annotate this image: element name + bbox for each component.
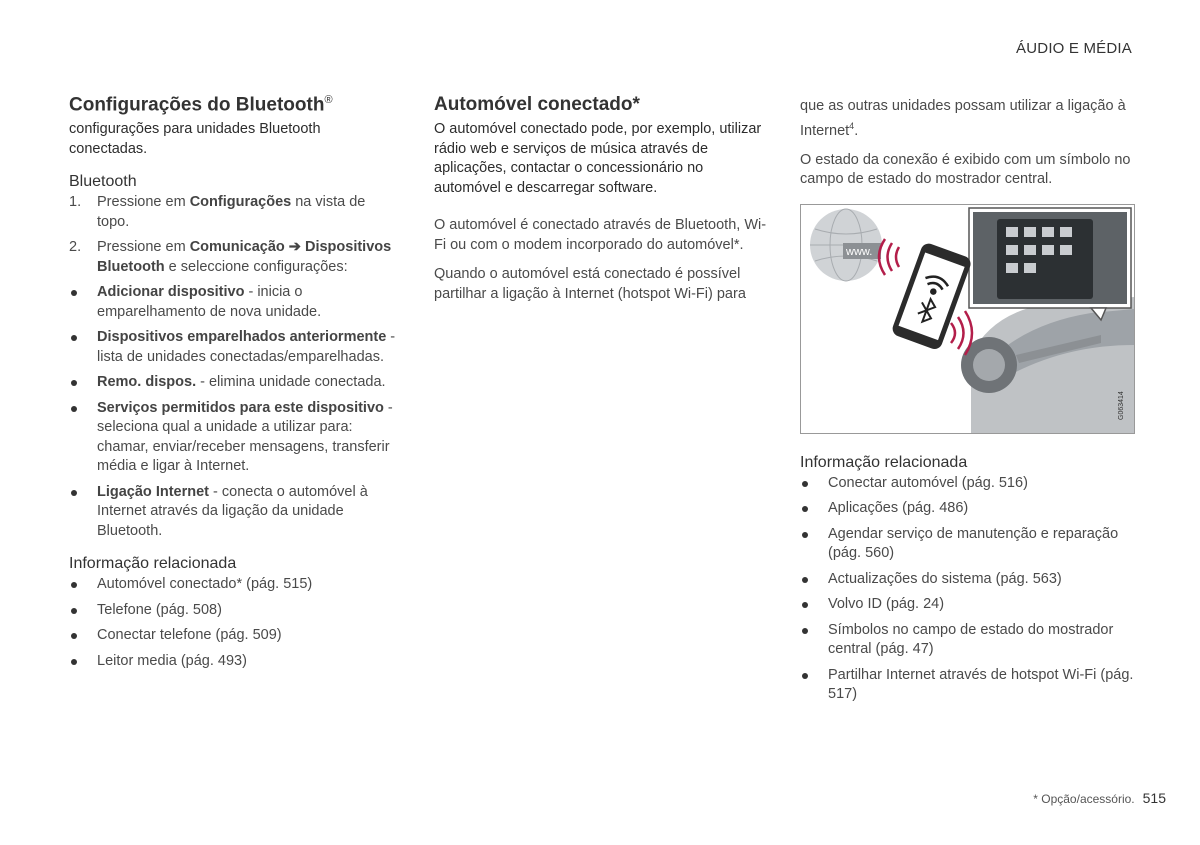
center-display-icon — [969, 208, 1131, 320]
related-link[interactable]: Volvo ID (pág. 24) — [800, 595, 1135, 615]
page-footer — [1033, 790, 1166, 806]
related-link[interactable]: Conectar telefone (pág. 509) — [69, 626, 399, 646]
paragraph: O automóvel conectado pode, por exemplo, utilizar rádio web e serviços de música através de aplicações, contactar o concessionário no automóvel e descarregar software. — [434, 121, 762, 196]
paragraph: que as outras unidades possam utilizar a ligação à Internet$^4$. — [800, 98, 1126, 139]
paragraph: O automóvel é conectado através de Bluetooth, Wi-Fi ou com o modem incorporado do automóvel*. — [434, 217, 767, 253]
paragraph: O estado da conexão é exibido com um símbolo no campo de estado do mostrador central. — [800, 151, 1131, 188]
options-list — [69, 283, 399, 541]
option-item: Ligação Internet - conecta o automóvel à Internet através da ligação da unidade Bluetooth. — [69, 483, 399, 542]
related-link[interactable]: Telefone (pág. 508) — [69, 601, 399, 621]
paragraph: Quando o automóvel está conectado é possível partilhar a ligação à Internet (hotspot Wi-Fi) para — [434, 266, 746, 302]
intro-text: configurações para unidades Bluetooth conectadas. — [69, 121, 321, 157]
smartphone-icon — [890, 241, 972, 351]
section-header: ÁUDIO E MÉDIA — [1016, 40, 1132, 57]
car-icon — [961, 297, 1134, 433]
column-connected-car — [434, 94, 769, 314]
www-label: www. — [846, 245, 873, 258]
related-link[interactable]: Conectar automóvel (pág. 516) — [800, 474, 1135, 494]
related-link[interactable]: Símbolos no campo de estado do mostrador central (pág. 47) — [800, 621, 1135, 660]
related-link[interactable]: Actualizações do sistema (pág. 563) — [800, 570, 1135, 590]
column-continuation — [800, 97, 1135, 711]
signal-waves-icon — [951, 311, 972, 355]
page-number: 515 — [1142, 790, 1166, 806]
section-title-bluetooth-settings: Configurações do Bluetooth® — [69, 94, 333, 116]
section-title-connected-car: Automóvel conectado* — [434, 94, 640, 115]
related-links-list — [800, 474, 1135, 705]
related-link[interactable]: Leitor media (pág. 493) — [69, 652, 399, 672]
related-info-heading: Informação relacionada — [69, 555, 237, 573]
option-item: Remo. dispos. - elimina unidade conectada. — [69, 373, 399, 393]
column-bluetooth-settings — [69, 94, 399, 677]
related-info-heading: Informação relacionada — [800, 453, 968, 471]
subheading-bluetooth: Bluetooth — [69, 173, 137, 191]
footnote-option: * Opção/acessório. — [1033, 792, 1135, 806]
related-link[interactable]: Partilhar Internet através de hotspot Wi-Fi (pág. 517) — [800, 666, 1135, 705]
option-item: Adicionar dispositivo - inicia o emparelhamento de nova unidade. — [69, 283, 399, 322]
related-link[interactable]: Automóvel conectado* (pág. 515) — [69, 575, 399, 595]
option-item: Serviços permitidos para este dispositivo - seleciona qual a unidade a utilizar para: chamar, enviar/receber mensagens, transferir média e ligar à Internet. — [69, 399, 399, 477]
steps-list — [69, 193, 399, 277]
related-link[interactable]: Aplicações (pág. 486) — [800, 499, 1135, 519]
figure-code: G063414 — [1118, 391, 1125, 420]
signal-waves-icon — [879, 239, 899, 275]
related-links-list — [69, 575, 399, 671]
step-item: 2. Pressione em Comunicação ➔ Dispositivos Bluetooth e seleccione configurações: — [69, 239, 392, 275]
step-item: 1. Pressione em Configurações na vista de topo. — [69, 194, 366, 230]
related-link[interactable]: Agendar serviço de manutenção e reparação (pág. 560) — [800, 525, 1135, 564]
connected-car-illustration — [800, 204, 1135, 434]
globe-icon — [810, 209, 882, 281]
option-item: Dispositivos emparelhados anteriormente - lista de unidades conectadas/emparelhadas. — [69, 328, 399, 367]
